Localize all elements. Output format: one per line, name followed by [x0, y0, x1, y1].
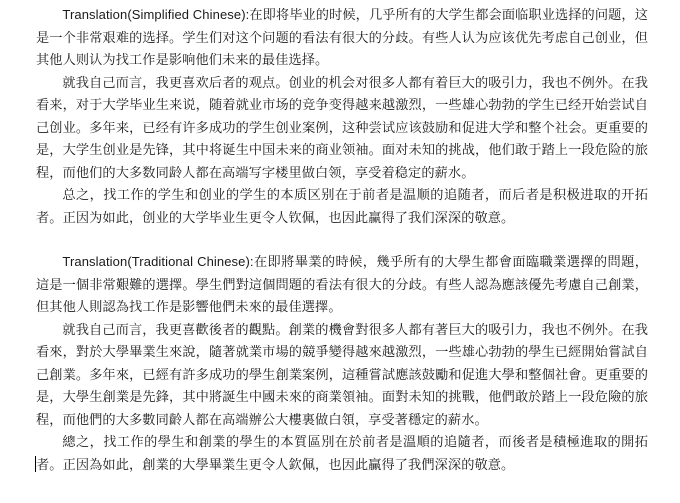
section-label: Translation(Traditional Chinese): — [62, 254, 254, 269]
paragraph: 就我自己而言，我更喜欢后者的观点。创业的机会对很多人都有着巨大的吸引力，我也不例外。在我看来，对于大学毕业生来说，随着就业市场的竞争变得越来越激烈，一些雄心勃勃的学生已经开始尝试自己创业。多年来，已经有许多成功的学生创业案例，这种尝试应该鼓励和促进大学和整个社会。更重要的是，大学生创业是先锋，其中将诞生中国未来的商业领袖。面对未知的挑战，他们敢于踏上一段危险的旅程，而他们的大多数同龄人都在高端写字楼里做白领，享受着稳定的薪水。 — [36, 75, 648, 181]
paragraph: 總之，找工作的學生和創業的學生的本質區別在於前者是溫順的追隨者，而後者是積極進取的開拓者。正因為如此，創業的大學畢業生更令人欽佩，也因此贏得了我們深深的敬意。 — [36, 435, 648, 473]
paragraph-text: 在即将毕业的时候，几乎所有的大学生都会面临职业选择的问题，这是一个非常艰难的选择。学生们对这个问题的看法有很大的分歧。有些人认为应该优先考虑自己创业，但其他人则认为找工作是影响他们未来的最佳选择。 — [36, 8, 648, 68]
paragraph — [36, 251, 648, 320]
paragraph: 就我自己而言，我更喜歡後者的觀點。創業的機會對很多人都有著巨大的吸引力，我也不例外。在我看來，對於大學畢業生來說，隨著就業市場的競爭變得越來越激烈，一些雄心勃勃的學生已經開始嘗試自己創業。多年來，已經有許多成功的學生創業案例，這種嘗試應該鼓勵和促進大學和整個社會。更重要的是，大學生創業是先鋒，其中將誕生中國未來的商業領袖。面對未知的挑戰，他們敢於踏上一段危險的旅程，而他們的大多數同齡人都在高端辦公大樓裏做白領，享受著穩定的薪水。 — [36, 322, 648, 428]
paragraph — [36, 4, 648, 73]
section-label: Translation(Simplified Chinese): — [62, 7, 250, 22]
text-cursor — [35, 456, 36, 472]
section-simplified — [36, 4, 648, 230]
paragraph: 总之，找工作的学生和创业的学生的本质区别在于前者是温顺的追随者，而后者是积极进取的开拓者。正因为如此，创业的大学毕业生更令人钦佩，也因此赢得了我们深深的敬意。 — [36, 188, 648, 226]
paragraph-text: 在即將畢業的時候，幾乎所有的大學生都會面臨職業選擇的問題，這是一個非常艱難的選擇。學生們對這個問題的看法有很大的分歧。有些人認為應該優先考慮自己創業，但其他人則認為找工作是影響他們未來的最佳選擇。 — [36, 255, 648, 315]
section-traditional — [36, 251, 648, 477]
document-body — [36, 4, 648, 477]
